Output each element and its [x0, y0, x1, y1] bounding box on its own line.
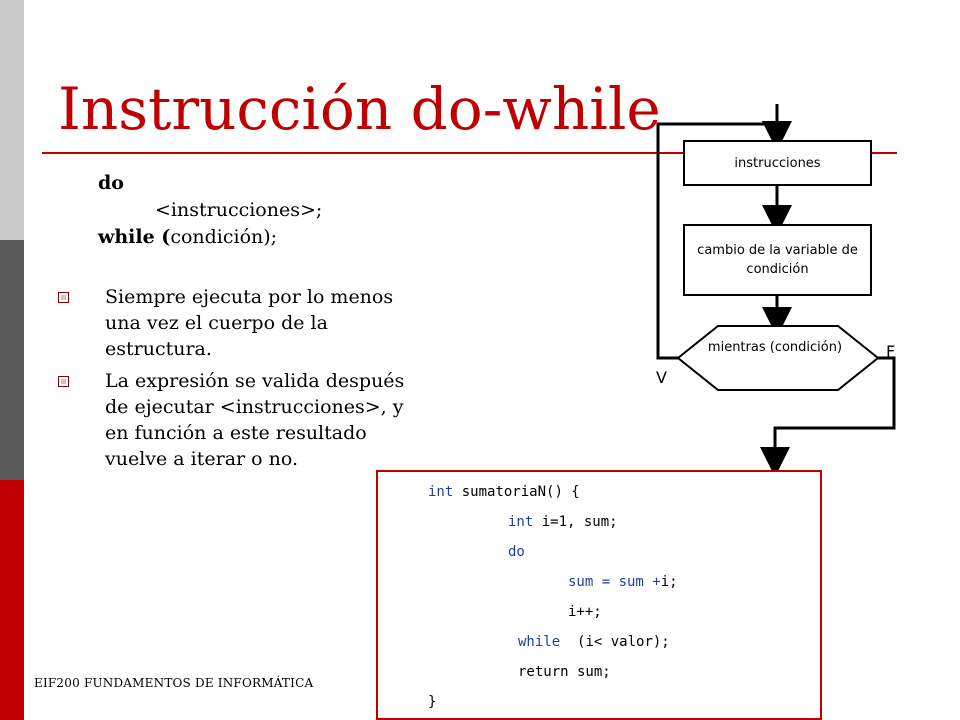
- syntax-while: while (condición);: [98, 226, 278, 248]
- syntax-body: <instrucciones>;: [155, 199, 323, 221]
- bullet-item: La expresión se valida después de ejecutar <instrucciones>, y en función a este resultado vuelve a iterar o no.: [58, 368, 408, 472]
- flow-label-true: V: [656, 368, 667, 387]
- code-line: int i=1, sum;: [508, 514, 618, 530]
- code-line: return sum;: [518, 664, 611, 680]
- code-line: while (i< valor);: [518, 634, 670, 650]
- bullet-item: Siempre ejecuta por lo menos una vez el cuerpo de la estructura.: [58, 284, 408, 362]
- code-line: int sumatoriaN() {: [428, 484, 580, 500]
- flow-box-cambio: cambio de la variable de condición: [683, 224, 872, 296]
- flow-decision-label: mientras (condición): [707, 340, 843, 355]
- code-line: i++;: [568, 604, 602, 620]
- slide-title: Instrucción do-while: [58, 75, 661, 143]
- footer-course: EIF200 FUNDAMENTOS DE INFORMÁTICA: [34, 676, 314, 690]
- syntax-do: do: [98, 172, 124, 194]
- flow-label-false: F: [886, 342, 896, 361]
- flow-box-instrucciones: instrucciones: [683, 140, 872, 186]
- code-line: do: [508, 544, 525, 560]
- decision-shape: [678, 326, 878, 390]
- code-line: }: [428, 694, 437, 710]
- code-line: sum = sum +i;: [568, 574, 678, 590]
- code-block: [376, 470, 822, 720]
